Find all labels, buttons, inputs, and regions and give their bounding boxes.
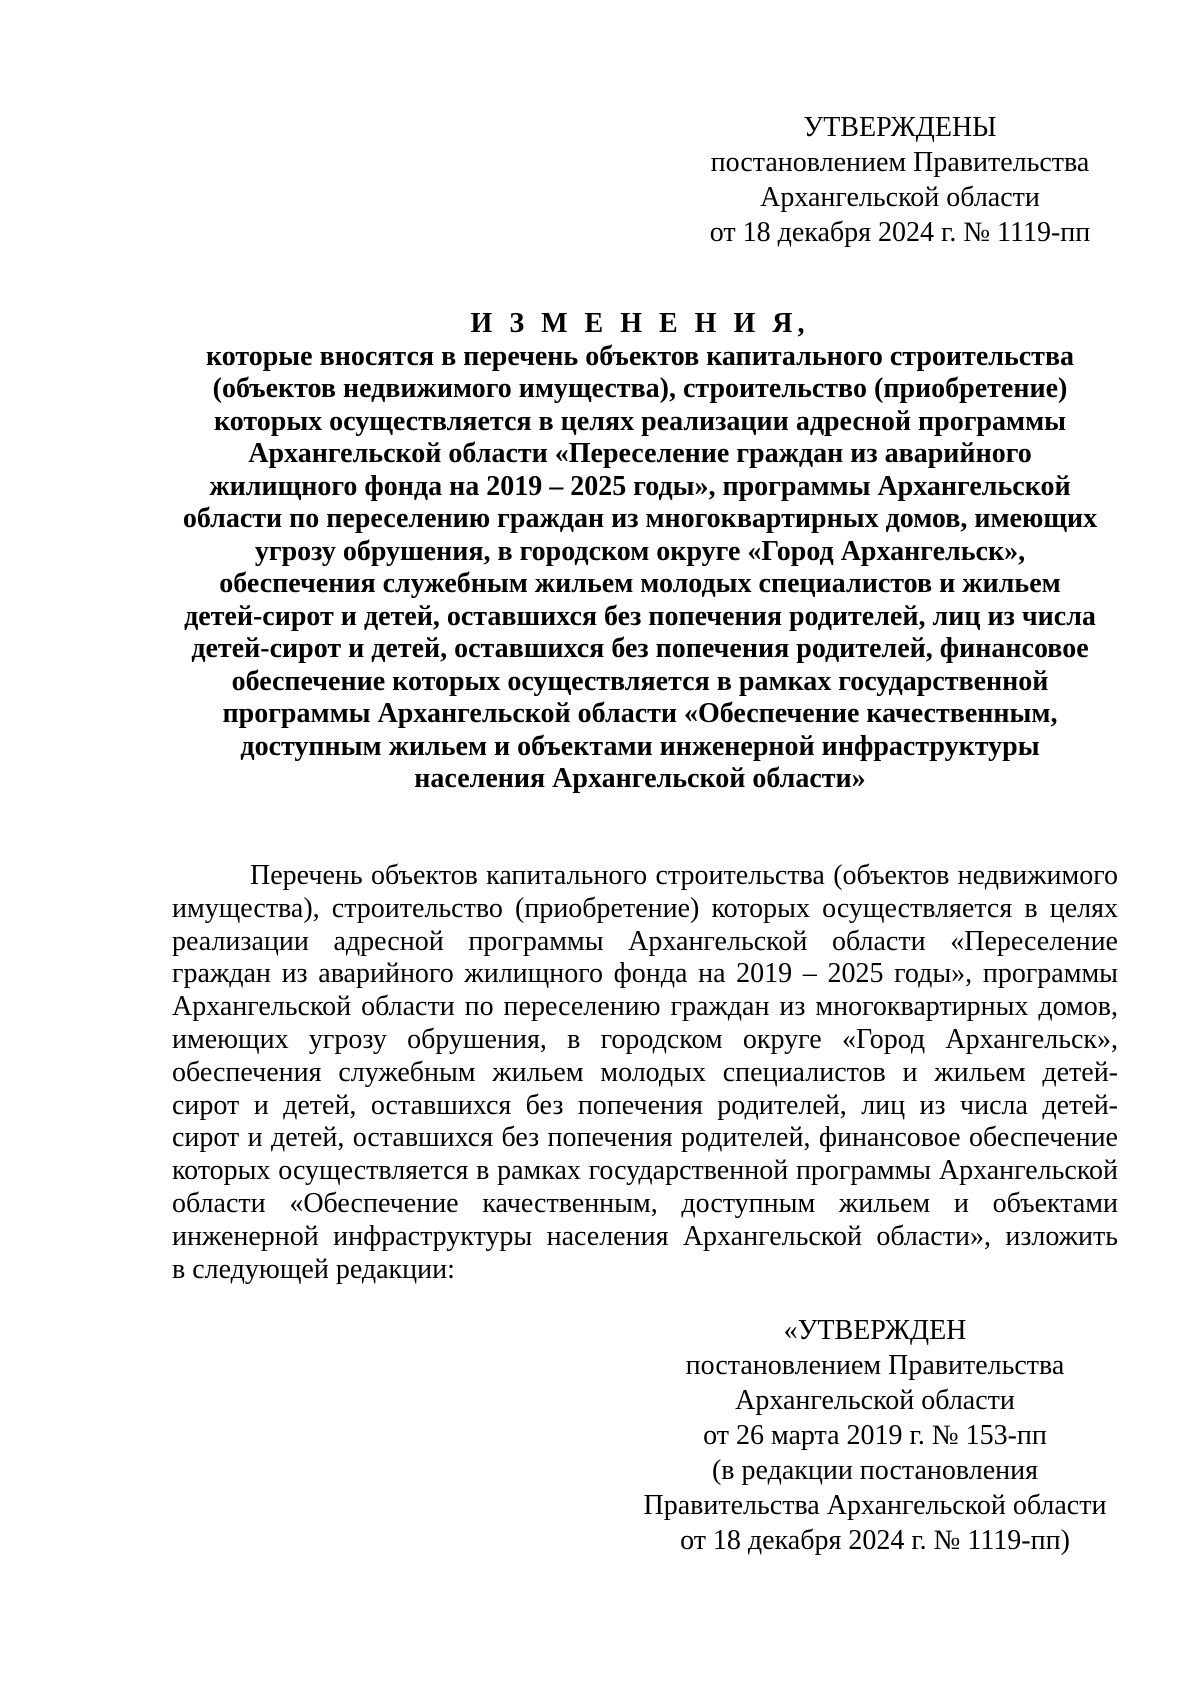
approval-bottom-line: (в редакции постановления bbox=[711, 1455, 1039, 1486]
body-line: Перечень объектов капитального строительства (объектов недвижимого bbox=[250, 860, 1118, 891]
approval-bottom-line: «УТВЕРЖДЕН bbox=[783, 1315, 967, 1346]
body-paragraph bbox=[172, 860, 1118, 1286]
approval-stamp-bottom bbox=[630, 1313, 1120, 1558]
approval-bottom-line: от 18 декабря 2024 г. № 1119-пп) bbox=[680, 1525, 1070, 1556]
approval-bottom-line: от 26 марта 2019 г. № 153-пп bbox=[703, 1420, 1047, 1451]
approval-top-line: от 18 декабря 2024 г. № 1119-пп bbox=[709, 217, 1091, 248]
body-line: сирот и детей, оставшихся без попечения родителей, финансовое обеспечение bbox=[172, 1122, 1118, 1154]
approval-bottom-line: постановлением Правительства bbox=[685, 1350, 1065, 1381]
title-line: угрозу обрушения, в городском округе «Город Архангельск», bbox=[254, 535, 1026, 567]
approval-stamp-top bbox=[700, 110, 1100, 250]
title-line: обеспечения служебным жильем молодых специалистов и жильем bbox=[219, 568, 1061, 599]
body-line: которых осуществляется в рамках государственной программы Архангельской bbox=[172, 1155, 1118, 1187]
body-line: имеющих угрозу обрушения, в городском округе «Город Архангельск», bbox=[172, 1023, 1118, 1055]
body-line: реализации адресной программы Архангельской области «Переселение bbox=[172, 925, 1118, 957]
title-line: которые вносятся в перечень объектов капитального строительства bbox=[205, 340, 1075, 372]
approval-bottom-line: Правительства Архангельской области bbox=[643, 1490, 1107, 1521]
title-line: Архангельской области «Переселение граждан из аварийного bbox=[248, 438, 1032, 469]
body-line: сирот и детей, оставшихся без попечения родителей, лиц из числа детей- bbox=[172, 1089, 1118, 1121]
approval-top-line: Архангельской области bbox=[760, 182, 1040, 213]
body-line: в следующей редакции: bbox=[172, 1253, 455, 1285]
body-line: имущества), строительство (приобретение) которых осуществляется в целях bbox=[172, 892, 1118, 924]
body-line: инженерной инфраструктуры населения Архангельской области», изложить bbox=[172, 1220, 1118, 1252]
body-line: Архангельской области по переселению граждан из многоквартирных домов, bbox=[172, 991, 1118, 1023]
title-line: обеспечение которых осуществляется в рамках государственной bbox=[231, 665, 1049, 697]
approval-bottom-line: Архангельской области bbox=[735, 1385, 1015, 1416]
title-heading: И З М Е Н Е Н И Я, bbox=[470, 308, 810, 339]
approval-top-line: УТВЕРЖДЕНЫ bbox=[803, 112, 997, 143]
body-line: граждан из аварийного жилищного фонда на 2019 – 2025 годы», программы bbox=[172, 958, 1118, 990]
title-line: населения Архангельской области» bbox=[414, 763, 866, 794]
body-line: области «Обеспечение качественным, доступным жильем и объектами bbox=[172, 1187, 1118, 1219]
title-line: области по переселению граждан из многоквартирных домов, имеющих bbox=[182, 503, 1098, 534]
body-line: обеспечения служебным жильем молодых специалистов и жильем детей- bbox=[172, 1056, 1118, 1088]
title-line: программы Архангельской области «Обеспечение качественным, bbox=[222, 698, 1058, 729]
title-line: которых осуществляется в целях реализации адресной программы bbox=[213, 405, 1067, 437]
document-title bbox=[150, 308, 1130, 796]
title-line: детей-сирот и детей, оставшихся без попечения родителей, лиц из числа bbox=[184, 600, 1096, 632]
title-line: (объектов недвижимого имущества), строительство (приобретение) bbox=[212, 373, 1068, 404]
approval-top-line: постановлением Правительства bbox=[710, 147, 1090, 178]
title-line: доступным жильем и объектами инженерной инфраструктуры bbox=[240, 730, 1040, 762]
title-line: жилищного фонда на 2019 – 2025 годы», программы Архангельской bbox=[209, 470, 1071, 502]
title-line: детей-сирот и детей, оставшихся без попечения родителей, финансовое bbox=[191, 633, 1089, 664]
